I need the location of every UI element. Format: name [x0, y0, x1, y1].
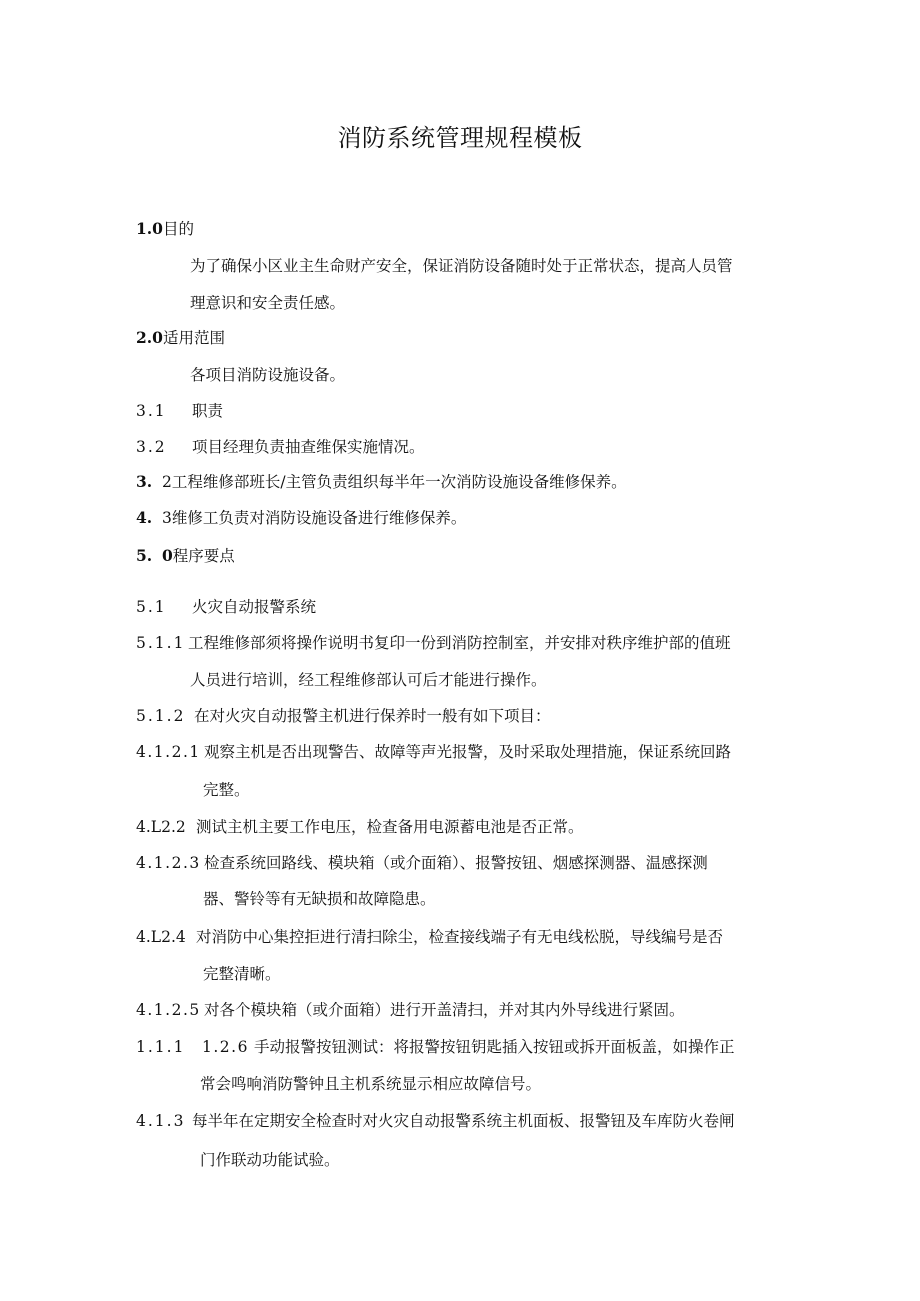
section-sub-number: 0	[162, 546, 173, 565]
item-4-1-2-3-line-1	[136, 853, 708, 873]
item-4-1-2-5	[136, 1000, 685, 1020]
section-number: 2.0	[136, 328, 163, 347]
item-4-1-2-1-line-2: 完整。	[203, 781, 250, 799]
item-4-1-2-3-line-2: 器、警铃等有无缺损和故障隐患。	[203, 890, 436, 908]
item-text: 每半年在定期安全检查时对火灾自动报警系统主机面板、报警钮及车库防火卷闸	[192, 1112, 735, 1130]
section-number: 5.1	[136, 598, 167, 616]
item-number: 4.1.2.1	[136, 743, 201, 761]
item-number: 4.L2.4	[136, 928, 186, 946]
item-text: 检查系统回路线、模块箱（或介面箱）、报警按钮、烟感探测器、温感探测	[204, 854, 708, 872]
item-sub-number: 1.2.6	[202, 1038, 249, 1056]
section-text: 项目经理负责抽查维保实施情况。	[192, 438, 425, 456]
item-4-1-3-line-1	[136, 1111, 735, 1131]
section-text: 在对火灾自动报警主机进行保养时一般有如下项目：	[194, 707, 551, 725]
section-number: 5.1.1	[136, 634, 186, 652]
section-number: 3.2	[136, 438, 167, 456]
item-number: 4.L2.2	[136, 818, 186, 836]
item-number: 1.1.1	[136, 1038, 186, 1056]
section-3-2	[136, 437, 425, 457]
section-number: 3.1	[136, 402, 167, 420]
section-5-1-1-line-1	[136, 633, 731, 653]
item-4-1-3-line-2: 门作联动功能试验。	[200, 1151, 340, 1169]
item-text: 观察主机是否出现警告、故障等声光报警，及时采取处理措施，保证系统回路	[204, 743, 732, 761]
section-2-body: 各项目消防设施设备。	[190, 366, 346, 384]
section-number: 1.0	[136, 219, 163, 238]
item-text: 手动报警按钮测试：将报警按钮钥匙插入按钮或拆开面板盖，如操作正	[254, 1038, 735, 1056]
item-4-1-2-2	[136, 817, 584, 837]
section-1-body-line-2: 理意识和安全责任感。	[190, 294, 346, 312]
section-4-duty	[136, 508, 466, 528]
section-5-1	[136, 597, 316, 617]
item-text: 测试主机主要工作电压，检查备用电源蓄电池是否正常。	[196, 818, 584, 836]
item-number: 4.1.2.5	[136, 1001, 201, 1019]
section-text: 3维修工负责对消防设施设备进行维修保养。	[162, 509, 467, 527]
item-text: 对消防中心集控拒进行清扫除尘，检查接线端子有无电线松脱，导线编号是否	[196, 928, 724, 946]
section-5-1-2	[136, 706, 551, 726]
section-number: 3.	[136, 472, 153, 491]
section-number: 5.1.2	[136, 707, 186, 725]
section-label: 适用范围	[162, 329, 225, 347]
section-text: 火灾自动报警系统	[192, 598, 317, 616]
section-3-duty	[136, 472, 627, 492]
section-number: 5.	[136, 546, 153, 565]
section-number: 4.	[136, 508, 153, 527]
section-text: 职责	[192, 402, 224, 420]
section-label: 目的	[162, 220, 194, 238]
item-number: 4.1.2.3	[136, 854, 201, 872]
item-1-2-6-line-2: 常会鸣响消防警钟且主机系统显示相应故障信号。	[200, 1075, 542, 1093]
section-5-1-1-line-2: 人员进行培训，经工程维修部认可后才能进行操作。	[190, 671, 547, 689]
section-label: 程序要点	[172, 547, 235, 565]
section-2-heading	[136, 328, 225, 348]
item-text: 对各个模块箱（或介面箱）进行开盖清扫，并对其内外导线进行紧固。	[204, 1001, 685, 1019]
item-1-2-6-line-1	[136, 1037, 735, 1057]
section-3-1	[136, 401, 223, 421]
section-1-heading	[136, 219, 194, 239]
page-title: 消防系统管理规程模板	[337, 124, 583, 152]
item-number: 4.1.3	[136, 1112, 186, 1130]
section-text: 工程维修部须将操作说明书复印一份到消防控制室，并安排对秩序维护部的值班	[188, 634, 731, 652]
section-1-body-line-1: 为了确保小区业主生命财产安全，保证消防设备随时处于正常状态，提高人员管	[190, 257, 733, 275]
item-4-1-2-4-line-1	[136, 927, 723, 947]
section-text: 2工程维修部班长/主管负责组织每半年一次消防设施设备维修保养。	[162, 473, 627, 491]
item-4-1-2-1-line-1	[136, 742, 731, 762]
item-4-1-2-4-line-2: 完整清晰。	[203, 965, 281, 983]
section-5-heading	[136, 546, 235, 566]
